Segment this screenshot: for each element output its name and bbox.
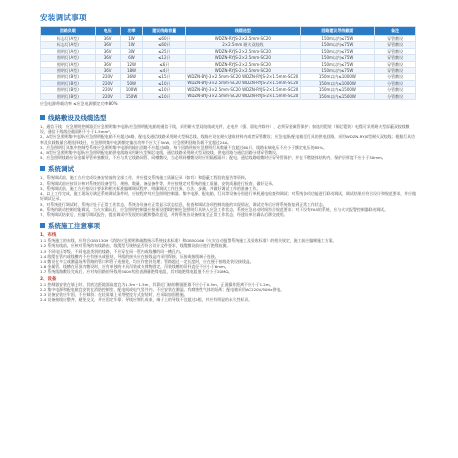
table-cell: WDZN-BYJ-3×2.5mm-SC20 WDZN-RYJS-2×1.5mm-SC20 bbox=[187, 93, 299, 99]
paragraph: 6、系统的联动控制功能调试，当火灾确认后，应急照明控制器应按预设逻辑控制应急照明灯具转入应急工作状态，系统应急启动时间符合规范要求；对于设有FAS的系统，应与火灾报警控制器联动调试。 bbox=[40, 206, 388, 212]
table-cell: WDZN-BYJ-3×2.5mm-SC20 WDZN-RYJS-2×1.5mm-SC20 bbox=[187, 86, 299, 92]
table-cell: 照明灯(A型) bbox=[41, 55, 96, 61]
sections-container bbox=[40, 113, 416, 302]
table-cell: 36W bbox=[120, 74, 143, 80]
table-cell: 150m以内≤75W bbox=[300, 36, 375, 42]
table-cell: 标志灯(A型) bbox=[41, 36, 96, 42]
table-cell: 220V bbox=[95, 93, 120, 99]
table-cell: 220V bbox=[95, 87, 120, 93]
table-cell: WDZN-RYJS-2×2.5mm-SC20 bbox=[186, 68, 300, 74]
table-header-cell: 备注 bbox=[375, 27, 416, 36]
page-title: 安装调试事项 bbox=[40, 13, 87, 22]
paragraph: 2.4 设备接线应整齐，避免交叉，并应固定牢靠；导线应绑扎成束，端子上的导线不宜超过2根，并应有明显的永久性标识。 bbox=[40, 297, 253, 303]
table-note: 应急电源带载功率 ≤应急电源额定功率80% bbox=[40, 101, 118, 107]
table-cell: 3W bbox=[120, 48, 143, 54]
table-cell: 分管敷设 bbox=[375, 74, 416, 80]
table-cell: 照明灯(B型) bbox=[41, 93, 96, 99]
table-cell: 36V bbox=[95, 68, 120, 74]
table-cell: 150m以内≤75W bbox=[300, 68, 375, 74]
table-header-cell: 回路负载 bbox=[41, 27, 96, 36]
subsection-body bbox=[40, 238, 416, 274]
table-cell: 照明灯(A型) bbox=[41, 48, 96, 54]
spec-table bbox=[40, 26, 416, 100]
table-cell: 照明灯(B型) bbox=[41, 74, 96, 80]
table-cell: 150m以内≤1000W bbox=[300, 80, 375, 86]
table-cell: 150m以内≤75W bbox=[300, 55, 375, 61]
paragraph: 5、对系统进行调试时，系统应处于正常工作状态，系统各设备应正常显示状态信息，检查和调试各项控制功能的实现情况，调试完毕后应将系统恢复到正常工作状态。 bbox=[40, 201, 327, 207]
paragraph: 4、B型应急照明集中电源/应急照明配电箱供电线路采用耐火型铜芯电线，通信线路采用耐火型双绞线，供电回路与通信回路分别穿管敷设。 bbox=[40, 150, 280, 156]
subsection-title: 1、布线 bbox=[40, 233, 57, 239]
table-cell: 220V bbox=[95, 80, 120, 86]
section-body bbox=[40, 175, 416, 217]
section-heading bbox=[40, 164, 416, 173]
table-cell: 照明灯(A型) bbox=[41, 61, 96, 67]
table-header-cell: 线缆选型 bbox=[186, 27, 300, 36]
subsection-title: 2、设备 bbox=[40, 276, 57, 282]
table-cell: ≤10只 bbox=[143, 93, 186, 99]
section-heading bbox=[40, 221, 416, 230]
table-row bbox=[41, 93, 416, 99]
paragraph: 1.7 系统线路敷设完成后，应对每回路的导线用500V兆欧表测量绝缘电阻，其对地绝缘电阻值不应小于20MΩ。 bbox=[40, 269, 233, 275]
paragraph: 2.3 设备安装应牢固，不应倾斜；在轻质墙上采用壁挂方式安装时，应采取加固措施。 bbox=[40, 291, 188, 297]
paragraph: 2.1 控制器安装在墙上时，其底边距地面高度宜为1.3m~1.5m，其靠近门轴的侧面距墙不应小于0.5m，正面操作距离不应小于1.2m。 bbox=[40, 281, 274, 287]
paragraph: 1、系统调试前，施工方应完成设备安装前的全部工作，并应提交系统施工质量记录（如有）和隐蔽工程验收报告等资料。 bbox=[40, 175, 249, 181]
table-cell: 分管敷设 bbox=[375, 87, 416, 93]
table-cell: 36V bbox=[95, 48, 120, 54]
table-cell: 分管敷设 bbox=[375, 93, 416, 99]
table-cell: ≤6只 bbox=[143, 61, 186, 67]
table-cell: 150m以内≤75W bbox=[300, 42, 375, 48]
table-cell: ≤15只 bbox=[143, 74, 186, 80]
table-cell: 150m以内≤75W bbox=[300, 61, 375, 67]
table-cell: 照明灯(B型) bbox=[41, 87, 96, 93]
paragraph: 2.2 集中电源和配电箱宜安装在消防控制室、配电间或电气竖井内，不应安装在潮湿、有腐蚀性气体的场所；配电箱采用AC220V/50Hz供电。 bbox=[40, 286, 285, 292]
subsection-body bbox=[40, 282, 416, 303]
paragraph: 3、应急照明灯具集中控制型系统应急照明集中电源的输出回路不应超过8路，每个回路所接应急照明灯具数量不宜超过60只，线路末端电压不应小于额定电压的85%。 bbox=[40, 144, 327, 150]
table-cell: 分管敷设 bbox=[375, 80, 416, 86]
table-cell: ≤25只 bbox=[143, 48, 186, 54]
table-cell: 照明灯(B型) bbox=[41, 80, 96, 86]
table-cell: ≤12只 bbox=[143, 55, 186, 61]
table-cell: 36V bbox=[95, 55, 120, 61]
table-cell: WDZN-RYJS-2×2.5mm-SC20 bbox=[186, 48, 300, 54]
paragraph: 5、应急照明线路应穿金属导管单独敷设，不应与其它线路同管、同槽敷设，当必须同槽敷设时应用隔板隔开；配电、通信线路暗敷时应穿导管保护，并在不燃烧体结构内，保护层厚度不应小于30mm。 bbox=[40, 155, 386, 161]
paragraph: 1.2 系统布线前，应核对系统的布线路由、线缆型号规格是否符合设计文件要求，线缆敷设前应进行绝缘检测。 bbox=[40, 243, 231, 249]
paragraph: 2、A型应急照明集中电源/应急照明配电箱不应超过8路，配电及通信线路采用耐火型铜芯线，线路应设在耐火建筑材料内或者穿管敷设；应急电源/配电箱至灯具的供电回路，采用WDZN-RYJS型耐火双绞线；根据灯具功率及负载数量合理选择线径，应急照明集中电源额定输出功率不应大于5kW，应急照明回路负载不宜超过24A。 bbox=[40, 134, 415, 145]
table-cell: 150m以内≤1000W bbox=[300, 74, 375, 80]
paragraph: 4、以上工作完成，施工现场方满足系统调试条件时，应按程序对应急照明控制器、集中电源、配电箱、灯具等设备分别进行单机通电检查和调试；对系统各项功能进行联动调试，调试结果应符合设计和规范要求，并应做好调试记录。 bbox=[40, 191, 416, 202]
table-header-cell: 功率 bbox=[120, 27, 143, 36]
table-cell: ≤4只 bbox=[143, 68, 186, 74]
document-page bbox=[40, 12, 416, 302]
table-cell: 18W bbox=[120, 68, 143, 74]
table-cell: 1W bbox=[120, 42, 143, 48]
table-cell: WDZN-BYJ-3×2.5mm-SC20 WDZN-RYJS-2×1.5mm-SC20 bbox=[187, 80, 299, 86]
table-cell: WDZN-BYJ-3×2.5mm-SC20 WDZN-RYJS-2×1.5mm-SC20 bbox=[187, 73, 299, 79]
table-cell: 150W bbox=[120, 93, 143, 99]
table-cell: 穿管敷设 bbox=[375, 42, 416, 48]
table-cell: 照明灯(A型) bbox=[41, 68, 96, 74]
table-cell: 1W bbox=[120, 36, 143, 42]
table-cell: 36V bbox=[95, 61, 120, 67]
paragraph: 1.4 线缆在管内或线槽内不应有接头或扭结，导线的接头应在接线盒内采用焊接、压接或接线端子连接。 bbox=[40, 253, 219, 259]
section-title: 线路敷设及线缆选型 bbox=[48, 114, 107, 123]
section-body bbox=[40, 124, 416, 160]
table-cell: ≤10只 bbox=[143, 80, 186, 86]
table-cell: 6W bbox=[120, 55, 143, 61]
table-header-row bbox=[41, 27, 416, 36]
paragraph: 1.5 敷设在多尘或潮湿场所管路的管口和管子连接处，均应作密封处理；管路超过一定长度时，应在便于接线处装设接线盒。 bbox=[40, 258, 254, 264]
paragraph: 7、系统调试结束后，应编写调试报告，提出调试中发现的问题和整改意见，并将系统各设备恢复至正常工作状态，经建设单位确认后移交使用。 bbox=[40, 211, 288, 217]
square-bullet-icon bbox=[40, 115, 45, 120]
table-cell: 穿管敷设 bbox=[375, 36, 416, 42]
table-cell: 穿管敷设 bbox=[375, 68, 416, 74]
paragraph: 1.1 系统施工的布线，应符合GB51309《消防应急照明和疏散指示系统技术标准》和GB50166《火灾自动报警系统施工及验收标准》的相关规定，施工前应编制施工方案。 bbox=[40, 238, 337, 244]
section-title: 系统施工注意事项 bbox=[48, 222, 100, 231]
paragraph: 1、通信干线：应急照明控制器至应急照明集中电源/应急照明配电箱的通信干线，采用耐火型双绞线或光纤，走电井（强、弱电井除外），必须穿金属管保护；如选用铠装（铜芯铠装）电缆可采用耐火型屏蔽双绞线敷设，通信干线线径截面积不小于1.5mm²。 bbox=[40, 124, 410, 135]
table-cell: 150m以内≤1500W bbox=[300, 93, 375, 99]
section-title: 系统调试 bbox=[48, 165, 74, 174]
table-header-cell: 建议线路容量 bbox=[143, 27, 186, 36]
table-cell: 12W bbox=[120, 61, 143, 67]
table-cell: ≤60只 bbox=[143, 42, 186, 48]
table-header-cell: 回路建议导线截面 bbox=[300, 27, 375, 36]
square-bullet-icon bbox=[40, 223, 45, 228]
paragraph: 2、系统调试前应按设计核对系统的设备型号、规格、数量、备品备件等，并应按规定对系统的施工质量、安装质量进行检查，做好记录。 bbox=[40, 180, 276, 186]
table-cell: 220V bbox=[95, 74, 120, 80]
table-cell: 150m以内≤75W bbox=[300, 48, 375, 54]
table-cell: WDZN-RYJS-2×2.5mm-SC20 bbox=[186, 36, 300, 42]
table-cell: 穿管敷设 bbox=[375, 48, 416, 54]
table-cell: 36V bbox=[95, 42, 120, 48]
table-cell: 穿管敷设 bbox=[375, 55, 416, 61]
table-cell: ≤60只 bbox=[143, 36, 186, 42]
table-cell: 2×2.5mm 耐火双绞线 bbox=[186, 42, 300, 48]
table-body bbox=[41, 36, 416, 100]
table-cell: WDZN-RYJS-2×2.5mm-SC20 bbox=[186, 55, 300, 61]
paragraph: 1.6 金属管、线槽在吊顶内敷设时，应有单独的卡具吊装或支撑物固定，吊装线槽的吊杆直径不应小于6mm。 bbox=[40, 264, 229, 270]
table-header-cell: 电压 bbox=[95, 27, 120, 36]
table-cell: ≤10只 bbox=[143, 87, 186, 93]
table-cell: 穿管敷设 bbox=[375, 61, 416, 67]
section-heading bbox=[40, 113, 416, 122]
table-cell: 标志灯(A型) bbox=[41, 42, 96, 48]
square-bullet-icon bbox=[40, 166, 45, 171]
table-cell: 100W bbox=[120, 87, 143, 93]
paragraph: 1.3 不同电压等级、不同电流类别的线路，不应穿在同一管内或线槽的同一槽孔内。 bbox=[40, 248, 184, 254]
table-cell: 50W bbox=[120, 80, 143, 86]
paragraph: 3、系统调试前，施工方应按设计要求和相关标准编制调试程序，明确调试工作任务、方法、步骤，并做好调试工作的准备工作。 bbox=[40, 185, 261, 191]
table-cell: WDZN-RYJS-2×2.5mm-SC20 bbox=[186, 61, 300, 67]
table-cell: 36V bbox=[95, 36, 120, 42]
table-cell: 150m以内≤1500W bbox=[300, 87, 375, 93]
